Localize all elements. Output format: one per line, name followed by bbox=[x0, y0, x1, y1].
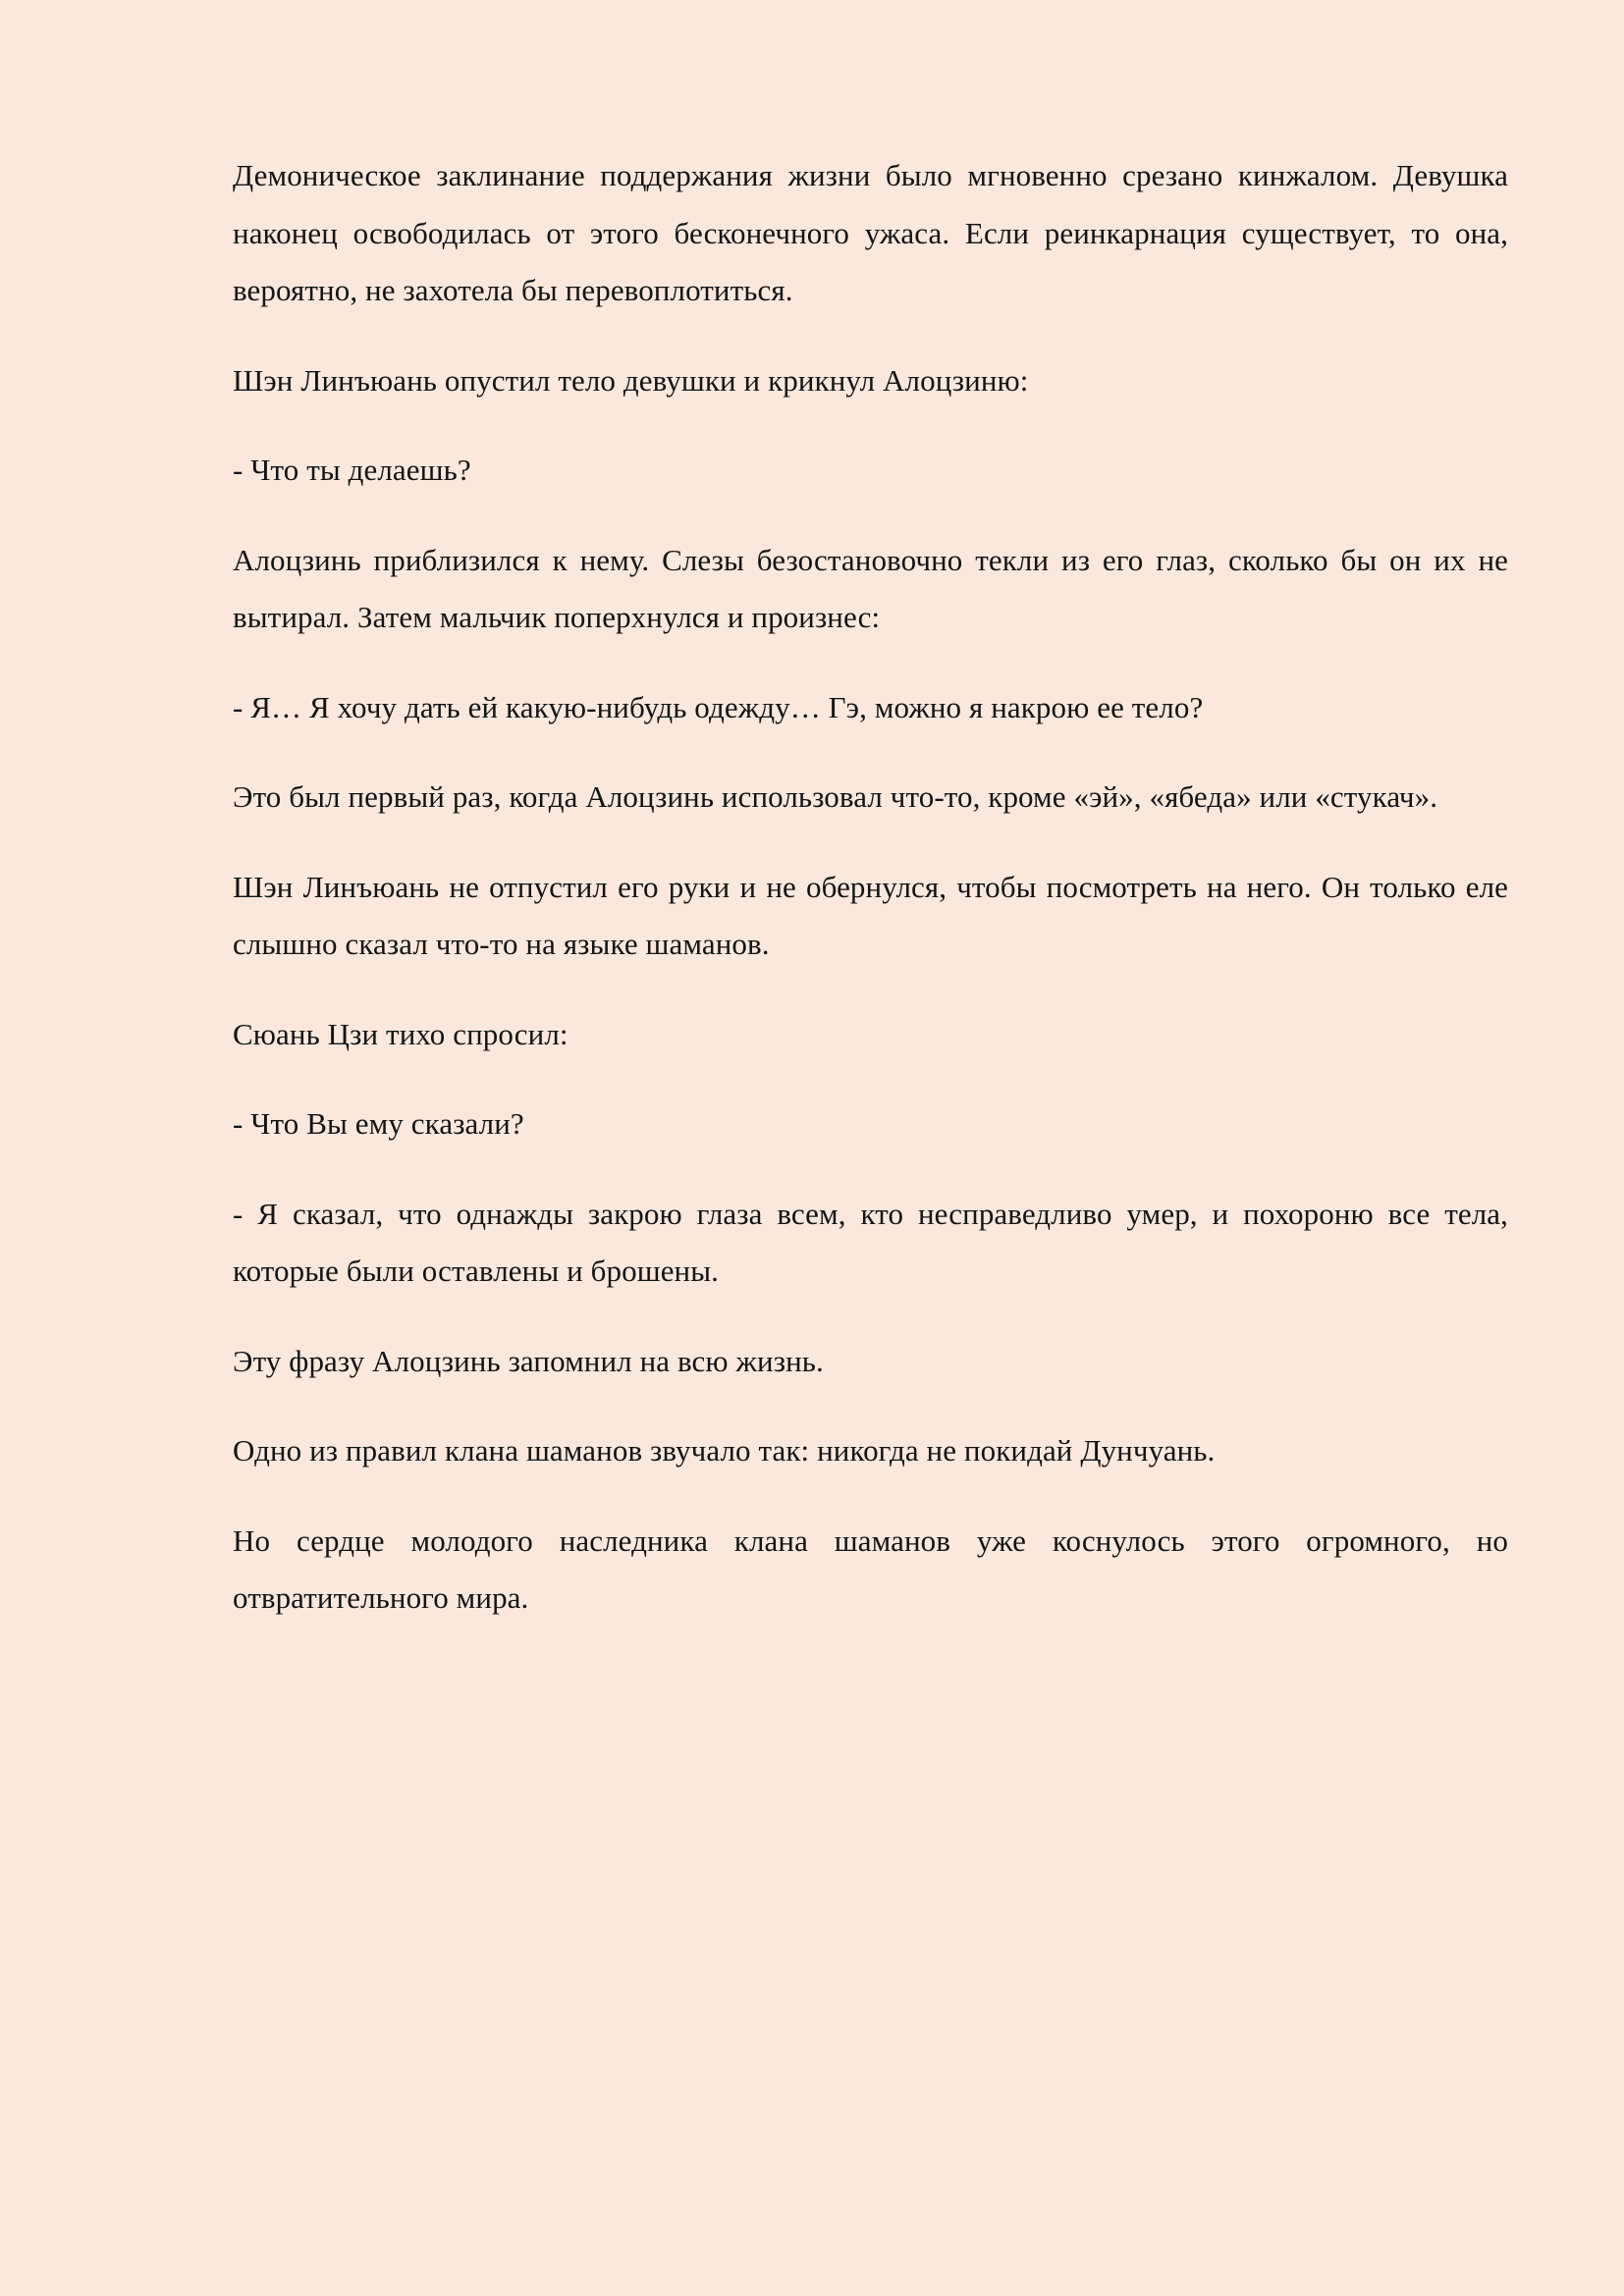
paragraph-3: - Что ты делаешь? bbox=[233, 453, 471, 487]
paragraph-6: Это был первый раз, когда Алоцзинь использовал что-то, кроме «эй», «ябеда» или «стукач». bbox=[233, 779, 1438, 814]
paragraph-7: Шэн Линъюань не отпустил его руки и не обернулся, чтобы посмотреть на него. Он только еле слышно сказал что-то на языке шаманов. bbox=[233, 869, 1508, 961]
paragraph-4: Алоцзинь приблизился к нему. Слезы безостановочно текли из его глаз, сколько бы он их не вытирал. Затем мальчик поперхнулся и произнес: bbox=[233, 542, 1508, 634]
paragraph-12: Одно из правил клана шаманов звучало так: никогда не покидай Дунчуань. bbox=[233, 1433, 1216, 1468]
paragraph-2: Шэн Линъюань опустил тело девушки и крикнул Алоцзиню: bbox=[233, 362, 1029, 398]
paragraph-9: - Что Вы ему сказали? bbox=[233, 1106, 524, 1141]
paragraph-8: Сюань Цзи тихо спросил: bbox=[233, 1016, 568, 1051]
paragraph-11: Эту фразу Алоцзинь запомнил на всю жизнь. bbox=[233, 1343, 824, 1378]
paragraph-5: - Я… Я хочу дать ей какую-нибудь одежду… Гэ, можно я накрою ее тело? bbox=[233, 689, 1204, 724]
paragraph-1: Демоническое заклинание поддержания жизни было мгновенно срезано кинжалом. Девушка наконец освободилась от этого бесконечного ужаса. Если реинкарнация существует, то она, вероятно, не захотела бы перевоплотиться. bbox=[233, 158, 1508, 307]
document-page bbox=[233, 147, 1508, 1660]
paragraph-10: - Я сказал, что однажды закрою глаза всем, кто несправедливо умер, и похороню все тела, которые были оставлены и брошены. bbox=[233, 1196, 1508, 1288]
paragraph-13: Но сердце молодого наследника клана шаманов уже коснулось этого огромного, но отвратительного мира. bbox=[233, 1522, 1508, 1615]
